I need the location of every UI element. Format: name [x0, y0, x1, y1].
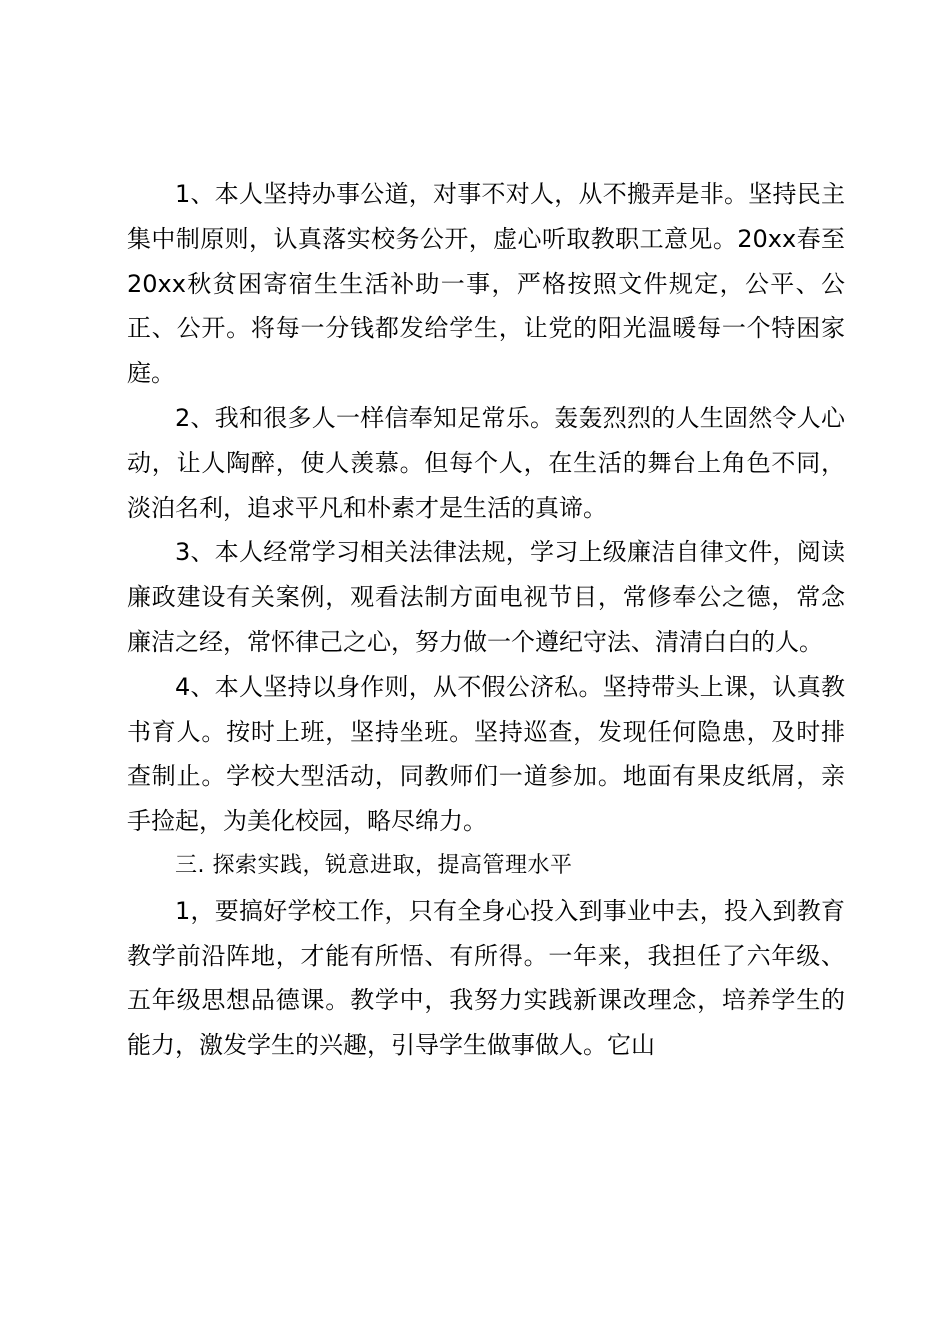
- paragraph-1: 1、本人坚持办事公道，对事不对人，从不搬弄是非。坚持民主集中制原则，认真落实校务公开，虚心听取教职工意见。20xx春至20xx秋贫困寄宿生生活补助一事，严格按照文件规定，公平、公正、公开。将每一分钱都发给学生，让党的阳光温暖每一个特困家庭。: [127, 180, 845, 388]
- paragraph-4: 4、本人坚持以身作则，从不假公济私。坚持带头上课，认真教书育人。按时上班，坚持坐班。坚持巡查，发现任何隐患，及时排查制止。学校大型活动，同教师们一道参加。地面有果皮纸屑，亲手捡起，为美化校园，略尽绵力。: [127, 672, 845, 836]
- document-body: [127, 172, 845, 1068]
- paragraph-2: 2、我和很多人一样信奉知足常乐。轰轰烈烈的人生固然令人心动，让人陶醉，使人羡慕。但每个人，在生活的舞台上角色不同，淡泊名利，追求平凡和朴素才是生活的真谛。: [127, 403, 845, 522]
- paragraph-5: 1，要搞好学校工作，只有全身心投入到事业中去，投入到教育教学前沿阵地，才能有所悟、有所得。一年来，我担任了六年级、五年级思想品德课。教学中，我努力实践新课改理念，培养学生的能力，激发学生的兴趣，引导学生做事做人。它山: [127, 896, 845, 1060]
- section-heading-3: 三. 探索实践，锐意进取，提高管理水平: [175, 852, 573, 878]
- paragraph-3: 3、本人经常学习相关法律法规，学习上级廉洁自律文件，阅读廉政建设有关案例，观看法制方面电视节目，常修奉公之德，常念廉洁之经，常怀律己之心，努力做一个遵纪守法、清清白白的人。: [127, 538, 845, 656]
